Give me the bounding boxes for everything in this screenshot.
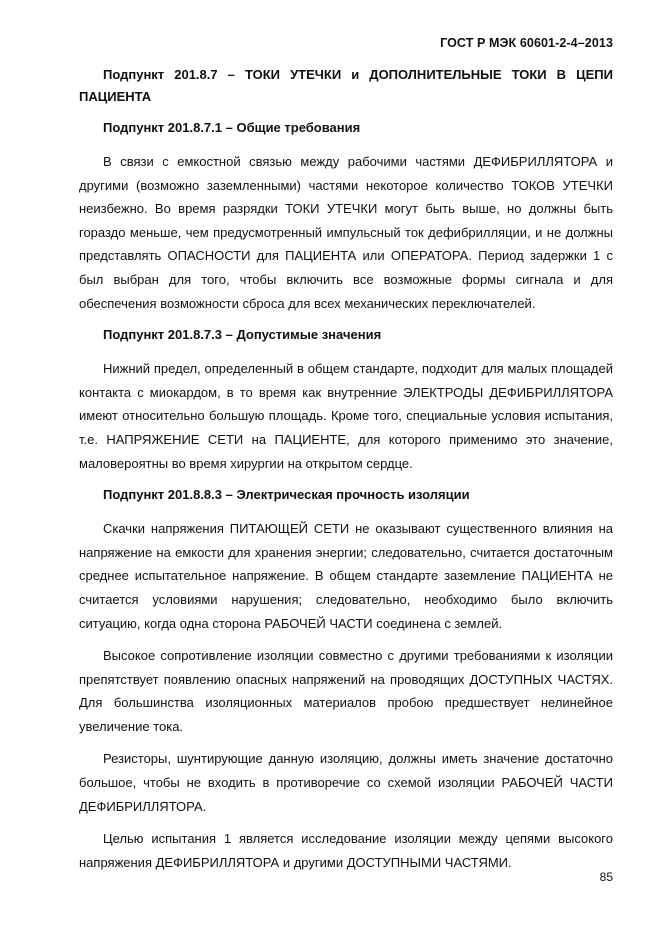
section-heading-201-8-7-1: Подпункт 201.8.7.1 – Общие требования xyxy=(103,120,361,135)
section-heading-201-8-7: Подпункт 201.8.7 – ТОКИ УТЕЧКИ и ДОПОЛНИТЕЛЬНЫЕ ТОКИ В ЦЕПИ ПАЦИЕНТА xyxy=(79,67,613,104)
paragraph-mains-voltage: Скачки напряжения ПИТАЮЩЕЙ СЕТИ не оказывают существенного влияния на напряжение на емкости для хранения энергии; следовательно, считается достаточным среднее испытательное напряжение. В общем стандарте заземление ПАЦИЕНТА не считается условиями нарушения; следовательно, необходимо было включить ситуацию, когда одна сторона РАБОЧЕЙ ЧАСТИ соединена с землей. xyxy=(79,521,613,631)
paragraph-allowed-values: Нижний предел, определенный в общем стандарте, подходит для малых площадей контакта с миокардом, в то время как внутренние ЭЛЕКТРОДЫ ДЕФИБРИЛЛЯТОРА имеют относительно большую площадь. Кроме того, специальные условия испытания, т.е. НАПРЯЖЕНИЕ СЕТИ на ПАЦИЕНТЕ, для которого применимо это значение, маловероятны во время хирургии на открытом сердце. xyxy=(79,361,613,471)
paragraph-insulation-resistance: Высокое сопротивление изоляции совместно с другими требованиями к изоляции препятствует появлению опасных напряжений на проводящих ДОСТУПНЫХ ЧАСТЯХ. Для большинства изоляционных материалов пробою предшествует нелинейное увеличение тока. xyxy=(79,648,613,734)
paragraph-general-requirements: В связи с емкостной связью между рабочими частями ДЕФИБРИЛЛЯТОРА и другими (возможно заземленными) частями некоторое количество ТОКОВ УТЕЧКИ неизбежно. Во время разрядки ТОКИ УТЕЧКИ могут быть выше, но должны быть гораздо меньше, чем предусмотренный импульсный ток дефибрилляции, и не должны представлять ОПАСНОСТИ для ПАЦИЕНТА или ОПЕРАТОРА. Период задержки 1 с был выбран для того, чтобы включить все возможные формы сигнала и для обеспечения возможности сброса для всех механических переключателей. xyxy=(79,154,613,311)
paragraph-shunt-resistors: Резисторы, шунтирующие данную изоляцию, должны иметь значение достаточно большое, чтобы не входить в противоречие со схемой изоляции РАБОЧЕЙ ЧАСТИ ДЕФИБРИЛЛЯТОРА. xyxy=(79,751,613,814)
paragraph-test-purpose: Целью испытания 1 является исследование изоляции между цепями высокого напряжения ДЕФИБРИЛЛЯТОРА и другими ДОСТУПНЫМИ ЧАСТЯМИ. xyxy=(79,831,613,870)
section-heading-201-8-7-3: Подпункт 201.8.7.3 – Допустимые значения xyxy=(103,327,382,343)
section-heading-201-8-8-3: Подпункт 201.8.8.3 – Электрическая прочность изоляции xyxy=(103,487,470,503)
standard-code-header: ГОСТ Р МЭК 60601-2-4–2013 xyxy=(440,36,613,50)
document-body xyxy=(79,64,613,883)
page-number: 85 xyxy=(599,870,613,884)
